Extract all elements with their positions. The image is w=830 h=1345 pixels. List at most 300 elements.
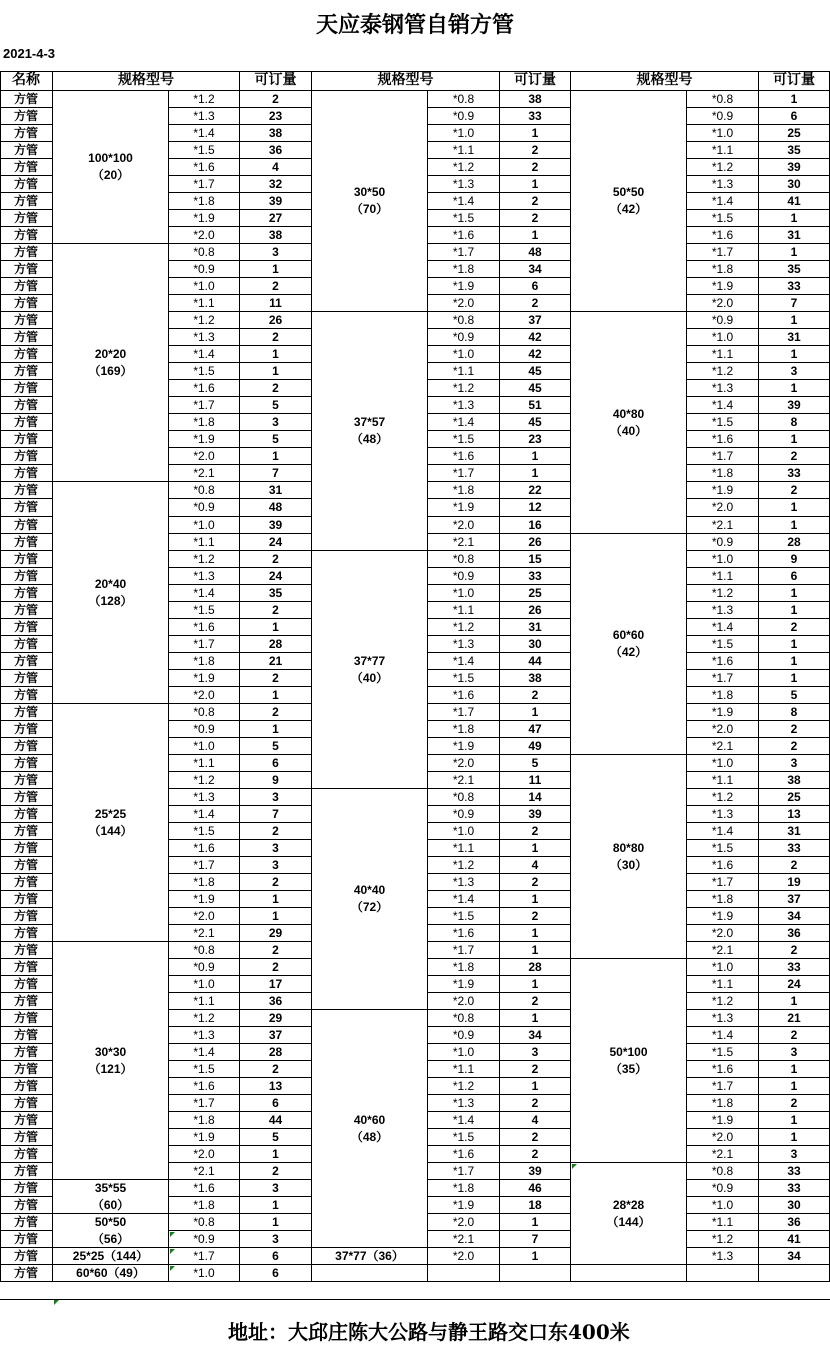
grade-cell: *1.5 — [687, 840, 759, 857]
qty-cell: 1 — [500, 1214, 571, 1231]
qty-cell: 39 — [500, 1163, 571, 1180]
grade-cell: *2.1 — [687, 942, 759, 959]
grade-cell: *1.5 — [169, 142, 240, 159]
spec-size: 25*25 — [94, 806, 127, 821]
qty-cell: 1 — [759, 1078, 830, 1095]
grade-cell: *1.9 — [169, 891, 240, 908]
grade-cell: *1.9 — [428, 278, 500, 295]
grade-cell: *1.3 — [428, 636, 500, 653]
qty-cell: 16 — [500, 517, 571, 534]
grade-cell: *1.8 — [169, 414, 240, 431]
grade-cell: *0.9 — [428, 329, 500, 346]
grade-cell: *1.8 — [428, 721, 500, 738]
grade-cell: *1.2 — [687, 159, 759, 176]
grade-cell: *1.7 — [169, 1095, 240, 1112]
qty-cell: 15 — [500, 551, 571, 568]
qty-cell: 34 — [500, 1027, 571, 1044]
row-name: 方管 — [0, 414, 53, 431]
grade-cell: *0.9 — [428, 1027, 500, 1044]
qty-cell: 31 — [759, 329, 830, 346]
row-name: 方管 — [0, 363, 53, 380]
row-name: 方管 — [0, 1197, 53, 1214]
grade-cell: *1.8 — [687, 261, 759, 278]
qty-cell: 2 — [500, 823, 571, 840]
row-name: 方管 — [0, 380, 53, 397]
spec-group — [312, 551, 428, 789]
qty-cell: 31 — [500, 619, 571, 636]
row-name: 方管 — [0, 278, 53, 295]
qty-cell: 2 — [500, 1061, 571, 1078]
qty-cell: 12 — [500, 499, 571, 517]
qty-cell: 3 — [759, 1146, 830, 1163]
grade-cell: *1.5 — [169, 363, 240, 380]
row-name: 方管 — [0, 738, 53, 755]
grade-cell: *2.0 — [428, 295, 500, 312]
qty-cell: 26 — [500, 534, 571, 551]
qty-cell: 41 — [759, 193, 830, 210]
qty-cell: 2 — [240, 704, 312, 721]
qty-cell: 1 — [759, 653, 830, 670]
grade-cell: *1.0 — [687, 125, 759, 142]
row-name: 方管 — [0, 1044, 53, 1061]
qty-cell: 45 — [500, 363, 571, 380]
qty-cell: 1 — [240, 721, 312, 738]
grade-cell: *0.8 — [428, 312, 500, 329]
header-qty: 可订量 — [240, 71, 312, 91]
qty-cell: 35 — [240, 585, 312, 602]
spec-size: 25*25（144） — [72, 1248, 149, 1263]
qty-cell: 5 — [240, 1129, 312, 1146]
qty-cell: 1 — [240, 891, 312, 908]
qty-cell: 39 — [759, 397, 830, 414]
spec-size: 20*20 — [94, 346, 127, 361]
grade-cell: *1.6 — [169, 159, 240, 176]
grade-cell: *1.3 — [687, 176, 759, 193]
grade-cell: *1.0 — [428, 346, 500, 363]
qty-cell: 2 — [759, 1027, 830, 1044]
qty-cell: 5 — [240, 431, 312, 448]
grade-cell: *0.8 — [428, 789, 500, 806]
spec-group — [312, 789, 428, 1010]
grade-cell: *1.3 — [169, 329, 240, 346]
row-name: 方管 — [0, 670, 53, 687]
grade-cell: *1.3 — [687, 806, 759, 823]
grade-cell: *1.1 — [428, 602, 500, 619]
qty-cell: 1 — [759, 636, 830, 653]
qty-cell: 1 — [500, 840, 571, 857]
grade-cell: *1.2 — [687, 585, 759, 602]
qty-cell: 34 — [759, 1248, 830, 1265]
row-name: 方管 — [0, 602, 53, 619]
grade-cell: *0.8 — [428, 1010, 500, 1027]
qty-cell: 1 — [240, 363, 312, 380]
row-name: 方管 — [0, 636, 53, 653]
spec-total: （42） — [609, 202, 648, 216]
qty-cell: 33 — [759, 1180, 830, 1197]
row-name: 方管 — [0, 125, 53, 142]
qty-cell: 1 — [500, 1010, 571, 1027]
grade-cell: *1.9 — [687, 704, 759, 721]
row-name: 方管 — [0, 993, 53, 1010]
grade-cell: *1.5 — [687, 414, 759, 431]
qty-cell: 23 — [240, 108, 312, 125]
grade-cell: *1.6 — [169, 840, 240, 857]
qty-cell: 33 — [759, 465, 830, 482]
grade-cell: *2.0 — [169, 448, 240, 465]
grade-cell: *1.7 — [687, 448, 759, 465]
grade-cell: *1.3 — [169, 789, 240, 806]
grade-cell: *1.9 — [687, 278, 759, 295]
grade-cell: *0.8 — [428, 91, 500, 108]
row-name: 方管 — [0, 823, 53, 840]
spec-size: 30*50 — [353, 185, 386, 199]
qty-cell: 44 — [240, 1112, 312, 1129]
qty-cell: 2 — [240, 823, 312, 840]
spec-size: 37*77（36） — [335, 1248, 404, 1263]
grade-cell: *2.1 — [428, 1231, 500, 1248]
date-label: 2021-4-3 — [3, 46, 56, 61]
spec-total: （35） — [609, 1061, 648, 1076]
empty-cell — [428, 1265, 500, 1282]
grade-cell: *1.9 — [169, 210, 240, 227]
qty-cell: 2 — [500, 908, 571, 925]
qty-cell: 28 — [240, 1044, 312, 1061]
grade-cell: *1.2 — [687, 363, 759, 380]
qty-cell: 47 — [500, 721, 571, 738]
grade-cell: *1.6 — [428, 227, 500, 244]
qty-cell: 1 — [500, 942, 571, 959]
grade-cell: *1.6 — [687, 1061, 759, 1078]
grade-cell: *1.1 — [169, 993, 240, 1010]
grade-cell: *1.8 — [169, 193, 240, 210]
grade-cell: *2.0 — [428, 517, 500, 534]
row-name: 方管 — [0, 244, 53, 261]
row-name: 方管 — [0, 1231, 53, 1248]
grade-cell: *1.4 — [169, 125, 240, 142]
grade-cell: *0.9 — [687, 312, 759, 329]
grade-cell: *1.7 — [169, 176, 240, 193]
row-name: 方管 — [0, 210, 53, 227]
qty-cell: 11 — [240, 295, 312, 312]
grade-cell: *1.3 — [428, 874, 500, 891]
grade-cell: *1.8 — [687, 465, 759, 482]
grade-cell: *1.3 — [169, 568, 240, 585]
qty-cell: 8 — [759, 704, 830, 721]
grade-cell: *1.0 — [687, 551, 759, 568]
qty-cell: 2 — [240, 959, 312, 976]
qty-cell: 1 — [240, 687, 312, 704]
grade-cell: *1.0 — [169, 738, 240, 755]
qty-cell: 48 — [500, 244, 571, 261]
qty-cell: 1 — [500, 925, 571, 942]
spec-group — [53, 942, 169, 1180]
qty-cell: 4 — [500, 1112, 571, 1129]
spec-total: （42） — [609, 645, 648, 659]
spec-total: （48） — [350, 432, 389, 446]
qty-cell: 7 — [759, 295, 830, 312]
grade-cell: *1.9 — [687, 908, 759, 925]
row-name: 方管 — [0, 568, 53, 585]
qty-cell: 19 — [759, 874, 830, 891]
grade-cell: *1.4 — [428, 891, 500, 908]
qty-cell: 2 — [759, 942, 830, 959]
qty-cell: 1 — [240, 1214, 312, 1231]
qty-cell: 4 — [240, 159, 312, 176]
qty-cell: 29 — [240, 1010, 312, 1027]
grade-cell: *1.5 — [169, 823, 240, 840]
page-title: 天应泰钢管自销方管 — [315, 12, 514, 38]
grade-cell: *1.0 — [169, 517, 240, 534]
grade-cell: *1.0 — [169, 976, 240, 993]
qty-cell: 1 — [500, 176, 571, 193]
grade-cell: *2.1 — [169, 465, 240, 482]
qty-cell: 1 — [240, 619, 312, 636]
qty-cell: 13 — [240, 1078, 312, 1095]
empty-cell — [500, 1265, 571, 1282]
qty-cell: 2 — [240, 380, 312, 397]
qty-cell: 2 — [759, 857, 830, 874]
grade-cell: *1.3 — [428, 397, 500, 414]
grade-cell: *1.6 — [169, 1078, 240, 1095]
qty-cell: 18 — [500, 1197, 571, 1214]
qty-cell: 38 — [759, 772, 830, 789]
row-name: 方管 — [0, 976, 53, 993]
spec-group — [312, 91, 428, 312]
grade-cell: *1.8 — [428, 482, 500, 499]
grade-cell: *1.7 — [687, 874, 759, 891]
row-name: 方管 — [0, 227, 53, 244]
grade-cell: *2.0 — [428, 1248, 500, 1265]
grade-cell: *0.9 — [428, 108, 500, 125]
row-name: 方管 — [0, 534, 53, 551]
grade-cell: *1.4 — [169, 1044, 240, 1061]
grade-cell: *1.2 — [428, 857, 500, 874]
grade-cell: *1.6 — [687, 653, 759, 670]
grade-cell: *1.3 — [428, 176, 500, 193]
qty-cell: 3 — [240, 1180, 312, 1197]
qty-cell: 6 — [759, 108, 830, 125]
qty-cell: 1 — [240, 908, 312, 925]
spec-total: （144） — [88, 823, 133, 838]
grade-cell: *2.1 — [169, 925, 240, 942]
grade-cell: *1.3 — [687, 1010, 759, 1027]
row-name: 方管 — [0, 397, 53, 414]
qty-cell: 2 — [500, 993, 571, 1010]
spec-total: （144） — [606, 1214, 651, 1229]
grade-cell: *0.8 — [169, 704, 240, 721]
grade-cell: *1.8 — [428, 261, 500, 278]
grade-cell: *0.8 — [428, 551, 500, 568]
grade-cell: *1.1 — [428, 1061, 500, 1078]
qty-cell: 1 — [500, 465, 571, 482]
row-name: 方管 — [0, 448, 53, 465]
grade-cell: *1.8 — [428, 1180, 500, 1197]
qty-cell: 7 — [240, 806, 312, 823]
header-spec: 规格型号 — [312, 71, 500, 91]
row-name: 方管 — [0, 942, 53, 959]
qty-cell: 2 — [500, 687, 571, 704]
spec-group — [571, 534, 687, 755]
qty-cell: 31 — [240, 482, 312, 499]
row-name: 方管 — [0, 789, 53, 806]
qty-cell: 1 — [759, 431, 830, 448]
grade-cell: *1.5 — [428, 670, 500, 687]
spec-group — [53, 244, 169, 482]
grade-cell: *1.1 — [428, 840, 500, 857]
grade-cell: *1.0 — [428, 585, 500, 602]
row-name: 方管 — [0, 959, 53, 976]
qty-cell: 31 — [759, 227, 830, 244]
qty-cell: 36 — [759, 925, 830, 942]
qty-cell: 48 — [240, 499, 312, 517]
spec-size: 100*100 — [88, 151, 133, 165]
qty-cell: 2 — [759, 448, 830, 465]
spec-size: 20*40 — [94, 576, 127, 591]
qty-cell: 28 — [240, 636, 312, 653]
grade-cell: *1.8 — [687, 687, 759, 704]
grade-cell: *1.4 — [428, 414, 500, 431]
qty-cell: 2 — [240, 278, 312, 295]
grade-cell: *1.5 — [169, 602, 240, 619]
grade-cell: *1.6 — [687, 857, 759, 874]
qty-cell: 2 — [759, 1095, 830, 1112]
qty-cell: 42 — [500, 346, 571, 363]
grade-cell: *1.5 — [428, 210, 500, 227]
grade-cell: *1.8 — [169, 1112, 240, 1129]
grade-cell: *1.0 — [687, 329, 759, 346]
grade-cell: *1.0 — [428, 125, 500, 142]
qty-cell: 2 — [500, 1095, 571, 1112]
grade-cell: *1.4 — [428, 653, 500, 670]
grade-cell: *1.4 — [169, 346, 240, 363]
grade-cell: *1.8 — [428, 959, 500, 976]
qty-cell: 24 — [759, 976, 830, 993]
qty-cell: 5 — [500, 755, 571, 772]
grade-cell: *1.8 — [687, 1095, 759, 1112]
qty-cell: 39 — [240, 193, 312, 210]
grade-cell: *1.1 — [687, 346, 759, 363]
qty-cell: 1 — [759, 517, 830, 534]
grade-cell: *1.6 — [169, 380, 240, 397]
grade-cell: *1.2 — [687, 789, 759, 806]
grade-cell: *1.4 — [687, 619, 759, 636]
row-name: 方管 — [0, 874, 53, 891]
grade-cell: *1.1 — [687, 1214, 759, 1231]
spec-group — [53, 704, 169, 942]
grade-cell: *1.1 — [687, 568, 759, 585]
spec-total: （40） — [609, 423, 648, 438]
qty-cell: 1 — [500, 448, 571, 465]
grade-cell: *2.1 — [687, 517, 759, 534]
qty-cell: 33 — [500, 568, 571, 585]
qty-cell: 42 — [500, 329, 571, 346]
qty-cell: 2 — [240, 1061, 312, 1078]
row-name: 方管 — [0, 772, 53, 789]
qty-cell: 36 — [240, 993, 312, 1010]
grade-cell: *1.8 — [169, 874, 240, 891]
qty-cell: 3 — [240, 1231, 312, 1248]
qty-cell: 3 — [759, 755, 830, 772]
spec-group — [53, 1265, 169, 1282]
qty-cell: 1 — [240, 346, 312, 363]
qty-cell: 51 — [500, 397, 571, 414]
grade-cell: *1.6 — [428, 448, 500, 465]
spec-size: 50*50 — [94, 1214, 127, 1229]
grade-cell: *1.7 — [169, 636, 240, 653]
grade-cell: *1.7 — [169, 857, 240, 874]
grade-cell: *1.4 — [687, 193, 759, 210]
row-name: 方管 — [0, 91, 53, 108]
grade-cell: *1.3 — [687, 1248, 759, 1265]
grade-cell: *1.6 — [169, 1180, 240, 1197]
grade-cell: *1.8 — [169, 653, 240, 670]
grade-cell: *1.1 — [169, 295, 240, 312]
qty-cell: 35 — [759, 261, 830, 278]
qty-cell: 8 — [759, 414, 830, 431]
spec-size: 40*80 — [612, 406, 645, 421]
grade-cell: *1.2 — [169, 1010, 240, 1027]
spec-group — [312, 1010, 428, 1248]
spec-total: （48） — [350, 1129, 389, 1144]
qty-cell: 5 — [759, 687, 830, 704]
grade-cell: *1.7 — [428, 942, 500, 959]
grade-cell: *1.4 — [687, 823, 759, 840]
row-name: 方管 — [0, 176, 53, 193]
header-qty: 可订量 — [500, 71, 571, 91]
empty-cell — [759, 1265, 830, 1282]
grade-cell: *1.5 — [687, 636, 759, 653]
qty-cell: 33 — [500, 108, 571, 125]
spec-size: 50*100 — [609, 1044, 648, 1059]
qty-cell: 28 — [759, 534, 830, 551]
qty-cell: 45 — [500, 414, 571, 431]
grade-cell: *1.9 — [687, 1112, 759, 1129]
qty-cell: 30 — [500, 636, 571, 653]
grade-cell: *1.3 — [687, 380, 759, 397]
grade-cell: *1.3 — [687, 602, 759, 619]
qty-cell: 25 — [500, 585, 571, 602]
qty-cell: 2 — [240, 602, 312, 619]
qty-cell: 14 — [500, 789, 571, 806]
qty-cell: 1 — [759, 585, 830, 602]
row-name: 方管 — [0, 1146, 53, 1163]
spec-total: （169） — [88, 363, 133, 378]
qty-cell: 5 — [240, 738, 312, 755]
empty-cell — [571, 1265, 687, 1282]
qty-cell: 31 — [759, 823, 830, 840]
qty-cell: 22 — [500, 482, 571, 499]
grade-cell: *1.2 — [169, 772, 240, 789]
row-name: 方管 — [0, 1078, 53, 1095]
header-qty: 可订量 — [759, 71, 830, 91]
qty-cell: 3 — [240, 857, 312, 874]
row-name: 方管 — [0, 840, 53, 857]
qty-cell: 3 — [500, 1044, 571, 1061]
qty-cell: 2 — [240, 329, 312, 346]
grade-cell: *1.5 — [428, 1129, 500, 1146]
grade-cell: *2.0 — [428, 993, 500, 1010]
qty-cell: 2 — [500, 1146, 571, 1163]
row-name: 方管 — [0, 329, 53, 346]
row-name: 方管 — [0, 482, 53, 499]
qty-cell: 44 — [500, 653, 571, 670]
address-text: 地址：大邱庄陈大公路与静王路交口东400米 — [228, 1320, 630, 1344]
grade-cell: *0.8 — [169, 244, 240, 261]
qty-cell: 1 — [759, 993, 830, 1010]
grade-cell: *1.1 — [428, 363, 500, 380]
qty-cell: 25 — [759, 125, 830, 142]
grade-cell: *0.9 — [687, 1180, 759, 1197]
